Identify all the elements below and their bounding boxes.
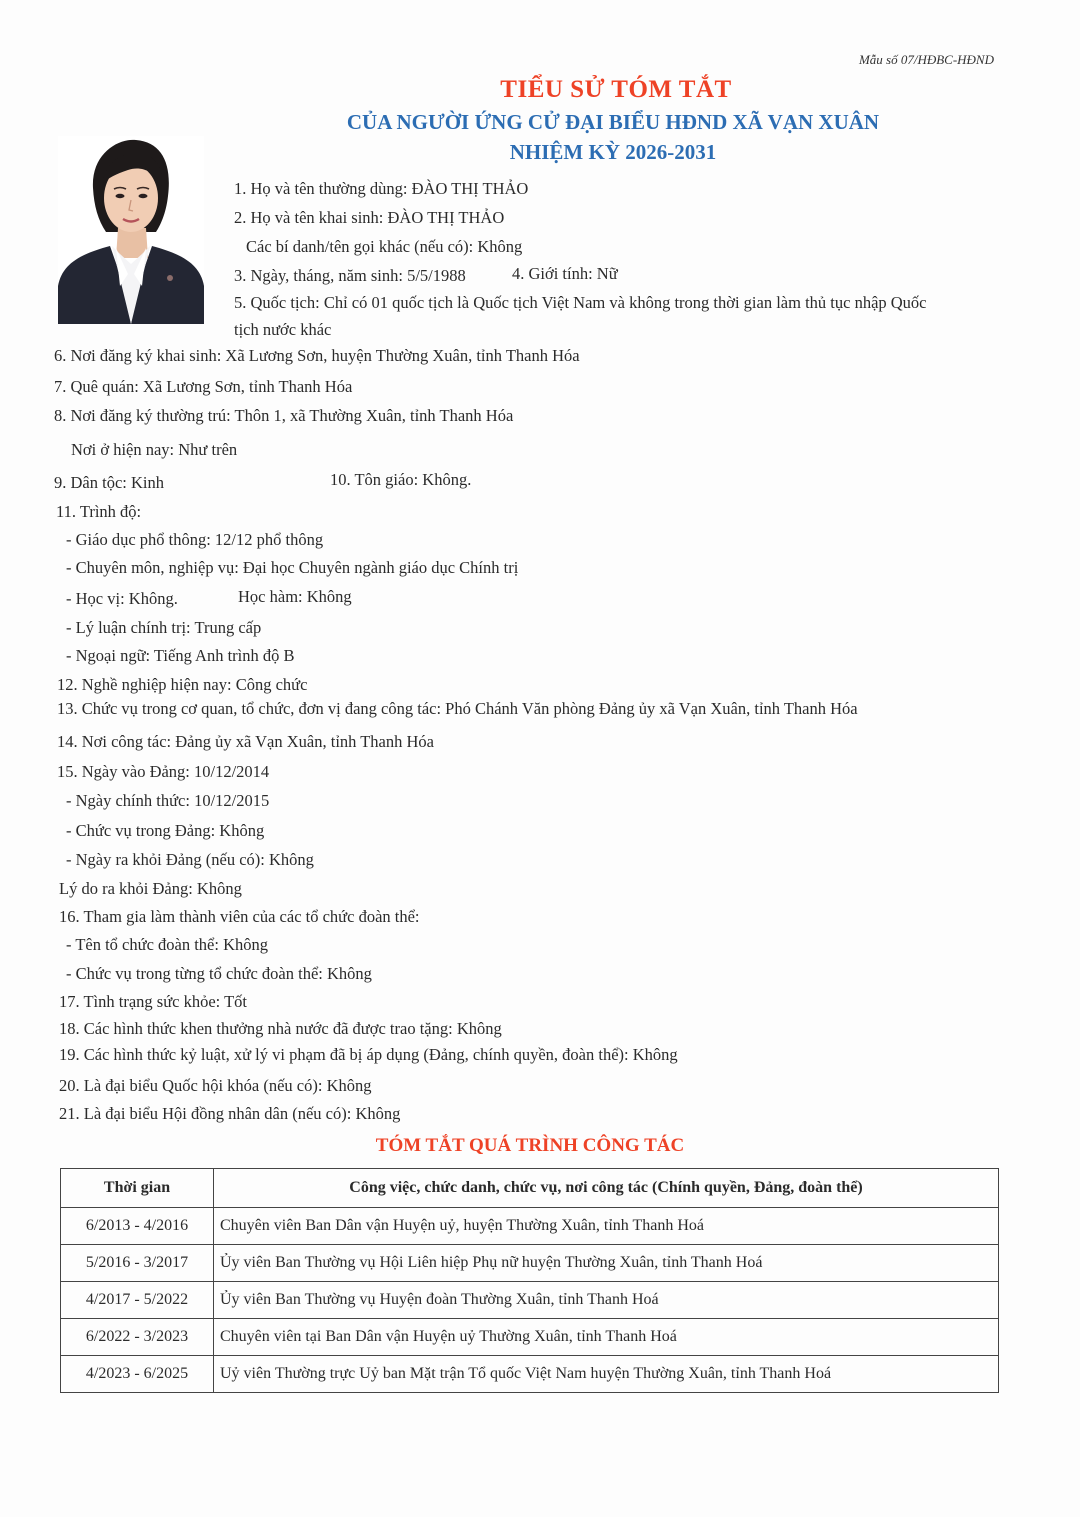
bio-organization-position: - Chức vụ trong từng tổ chức đoàn thể: Không xyxy=(66,964,372,983)
bio-organization-name: - Tên tổ chức đoàn thể: Không xyxy=(66,935,269,954)
form-code: Mẫu số 07/HĐBC-HĐND xyxy=(858,52,994,67)
row-description: Chuyên viên tại Ban Dân vận Huyện uỷ Thường Xuân, tỉnh Thanh Hoá xyxy=(214,1319,999,1356)
bio-health: 17. Tình trạng sức khỏe: Tốt xyxy=(59,992,247,1011)
bio-workplace: 14. Nơi công tác: Đảng ủy xã Vạn Xuân, tỉnh Thanh Hóa xyxy=(57,732,434,751)
bio-birth-name: 2. Họ và tên khai sinh: ĐÀO THỊ THẢO xyxy=(234,208,505,227)
bio-awards: 18. Các hình thức khen thưởng nhà nước đã được trao tặng: Không xyxy=(59,1019,502,1038)
row-description: Uỷ viên Thường trực Uỷ ban Mặt trận Tổ quốc Việt Nam huyện Thường Xuân, tỉnh Thanh Hoá xyxy=(214,1356,999,1393)
row-time: 6/2013 - 4/2016 xyxy=(61,1208,214,1245)
table-row xyxy=(61,1356,999,1393)
bio-occupation: 12. Nghề nghiệp hiện nay: Công chức xyxy=(57,675,308,694)
bio-ethnicity: 9. Dân tộc: Kinh xyxy=(54,473,164,492)
bio-peoples-council: 21. Là đại biểu Hội đồng nhân dân (nếu có): Không xyxy=(59,1104,401,1123)
bio-academic-title: Học hàm: Không xyxy=(238,587,352,606)
table-row xyxy=(61,1245,999,1282)
bio-religion: 10. Tôn giáo: Không. xyxy=(330,470,472,489)
document-subtitle: CỦA NGƯỜI ỨNG CỬ ĐẠI BIỂU HĐND XÃ VẠN XUÂN xyxy=(346,110,880,134)
candidate-portrait-photo xyxy=(58,136,204,324)
bio-birth-registration: 6. Nơi đăng ký khai sinh: Xã Lương Sơn, huyện Thường Xuân, tỉnh Thanh Hóa xyxy=(54,346,580,365)
bio-degree: - Học vị: Không. xyxy=(66,589,178,608)
bio-current-residence: Nơi ở hiện nay: Như trên xyxy=(71,440,238,459)
bio-general-education: - Giáo dục phổ thông: 12/12 phổ thông xyxy=(66,530,324,549)
bio-national-assembly: 20. Là đại biểu Quốc hội khóa (nếu có): Không xyxy=(59,1076,372,1095)
table-header-row xyxy=(61,1169,999,1208)
bio-permanent-residence: 8. Nơi đăng ký thường trú: Thôn 1, xã Thường Xuân, tỉnh Thanh Hóa xyxy=(54,406,514,425)
row-time: 4/2023 - 6/2025 xyxy=(61,1356,214,1393)
bio-nationality-cont: tịch nước khác xyxy=(234,320,332,339)
table-row xyxy=(61,1319,999,1356)
document-title: TIỂU SỬ TÓM TẮT xyxy=(500,76,732,103)
bio-specialty: - Chuyên môn, nghiệp vụ: Đại học Chuyên ngành giáo dục Chính trị xyxy=(66,558,519,577)
table-row xyxy=(61,1208,999,1245)
bio-party-official: - Ngày chính thức: 10/12/2015 xyxy=(66,791,270,810)
bio-education-heading: 11. Trình độ: xyxy=(56,502,142,521)
bio-gender: 4. Giới tính: Nữ xyxy=(512,264,618,283)
column-header-description: Công việc, chức danh, chức vụ, nơi công tác (Chính quyền, Đảng, đoàn thể) xyxy=(214,1169,999,1208)
bio-position: 13. Chức vụ trong cơ quan, tổ chức, đơn vị đang công tác: Phó Chánh Văn phòng Đảng ủy xã Vạn Xuân, tỉnh Thanh Hóa xyxy=(57,699,858,718)
bio-foreign-language: - Ngoại ngữ: Tiếng Anh trình độ B xyxy=(66,646,295,665)
row-time: 6/2022 - 3/2023 xyxy=(61,1319,214,1356)
bio-discipline: 19. Các hình thức kỷ luật, xử lý vi phạm đã bị áp dụng (Đảng, chính quyền, đoàn thể): Không xyxy=(59,1045,678,1064)
bio-party-entry: 15. Ngày vào Đảng: 10/12/2014 xyxy=(57,762,270,781)
row-description: Ủy viên Ban Thường vụ Hội Liên hiệp Phụ nữ huyện Thường Xuân, tỉnh Thanh Hoá xyxy=(214,1245,999,1282)
table-row xyxy=(61,1282,999,1319)
bio-party-exit-date: - Ngày ra khỏi Đảng (nếu có): Không xyxy=(66,850,314,869)
bio-aliases: Các bí danh/tên gọi khác (nếu có): Không xyxy=(246,237,523,256)
bio-common-name: 1. Họ và tên thường dùng: ĐÀO THỊ THẢO xyxy=(234,179,529,198)
row-time: 4/2017 - 5/2022 xyxy=(61,1282,214,1319)
column-header-time: Thời gian xyxy=(61,1169,214,1208)
row-description: Ủy viên Ban Thường vụ Huyện đoàn Thường Xuân, tỉnh Thanh Hoá xyxy=(214,1282,999,1319)
row-time: 5/2016 - 3/2017 xyxy=(61,1245,214,1282)
work-history-table xyxy=(60,1168,999,1393)
bio-hometown: 7. Quê quán: Xã Lương Sơn, tỉnh Thanh Hóa xyxy=(54,377,353,396)
work-history-title: TÓM TẮT QUÁ TRÌNH CÔNG TÁC xyxy=(375,1135,685,1156)
bio-party-exit-reason: Lý do ra khỏi Đảng: Không xyxy=(59,879,242,898)
document-term: NHIỆM KỲ 2026-2031 xyxy=(509,140,717,164)
bio-organizations: 16. Tham gia làm thành viên của các tổ chức đoàn thể: xyxy=(59,907,420,926)
bio-political-theory: - Lý luận chính trị: Trung cấp xyxy=(66,618,262,637)
bio-party-position: - Chức vụ trong Đảng: Không xyxy=(66,821,265,840)
bio-birth-date: 3. Ngày, tháng, năm sinh: 5/5/1988 xyxy=(234,266,466,285)
bio-nationality: 5. Quốc tịch: Chỉ có 01 quốc tịch là Quốc tịch Việt Nam và không trong thời gian làm thủ tục nhập Quốc xyxy=(234,293,927,312)
row-description: Chuyên viên Ban Dân vận Huyện uỷ, huyện Thường Xuân, tỉnh Thanh Hoá xyxy=(214,1208,999,1245)
